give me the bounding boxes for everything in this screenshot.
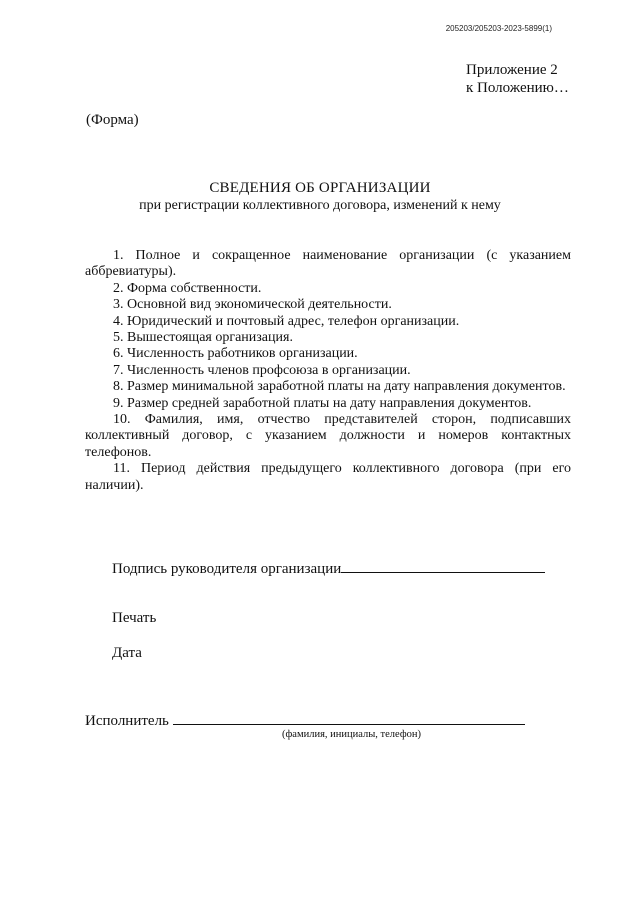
date-label: Дата [112,645,142,661]
document-subtitle: при регистрации коллективного договора, изменений к нему [139,198,501,213]
form-label: (Форма) [86,112,139,128]
list-item: 6. Численность работников организации. [113,346,358,362]
list-item: 9. Размер средней заработной платы на дату направления документов. [113,395,532,411]
list-item: 11. Период действия предыдущего коллективного договора (при его наличии). [85,461,571,493]
list-item: 7. Численность членов профсоюза в организации. [113,362,411,378]
executor-label: Исполнитель [85,713,169,729]
signature-line [341,560,545,573]
info-items-list [85,248,571,494]
list-item: 2. Форма собственности. [113,280,262,296]
list-item: 3. Основной вид экономической деятельности. [113,297,392,313]
list-item: 8. Размер минимальной заработной платы на дату направления документов. [113,379,566,395]
appendix-line-2: к Положению… [466,80,569,96]
document-title: СВЕДЕНИЯ ОБ ОРГАНИЗАЦИИ [209,180,431,196]
executor-row [85,712,525,730]
list-item: 4. Юридический и почтовый адрес, телефон организации. [113,313,460,329]
list-item: 5. Вышестоящая организация. [113,330,293,346]
executor-line [173,712,525,725]
executor-hint: (фамилия, инициалы, телефон) [282,729,422,740]
appendix-line-1: Приложение 2 [466,62,558,78]
list-item: 1. Полное и сокращенное наименование организации (с указанием аббревиатуры). [85,248,571,280]
document-code: 205203/205203-2023-5899(1) [445,24,552,33]
appendix-reference [466,61,569,97]
list-item: 10. Фамилия, имя, отчество представителей сторон, подписавших коллективный договор, с указанием должности и номеров контактных телефонов. [85,412,571,460]
signature-label: Подпись руководителя организации [112,561,342,577]
signature-row [112,560,545,578]
stamp-label: Печать [112,610,157,626]
